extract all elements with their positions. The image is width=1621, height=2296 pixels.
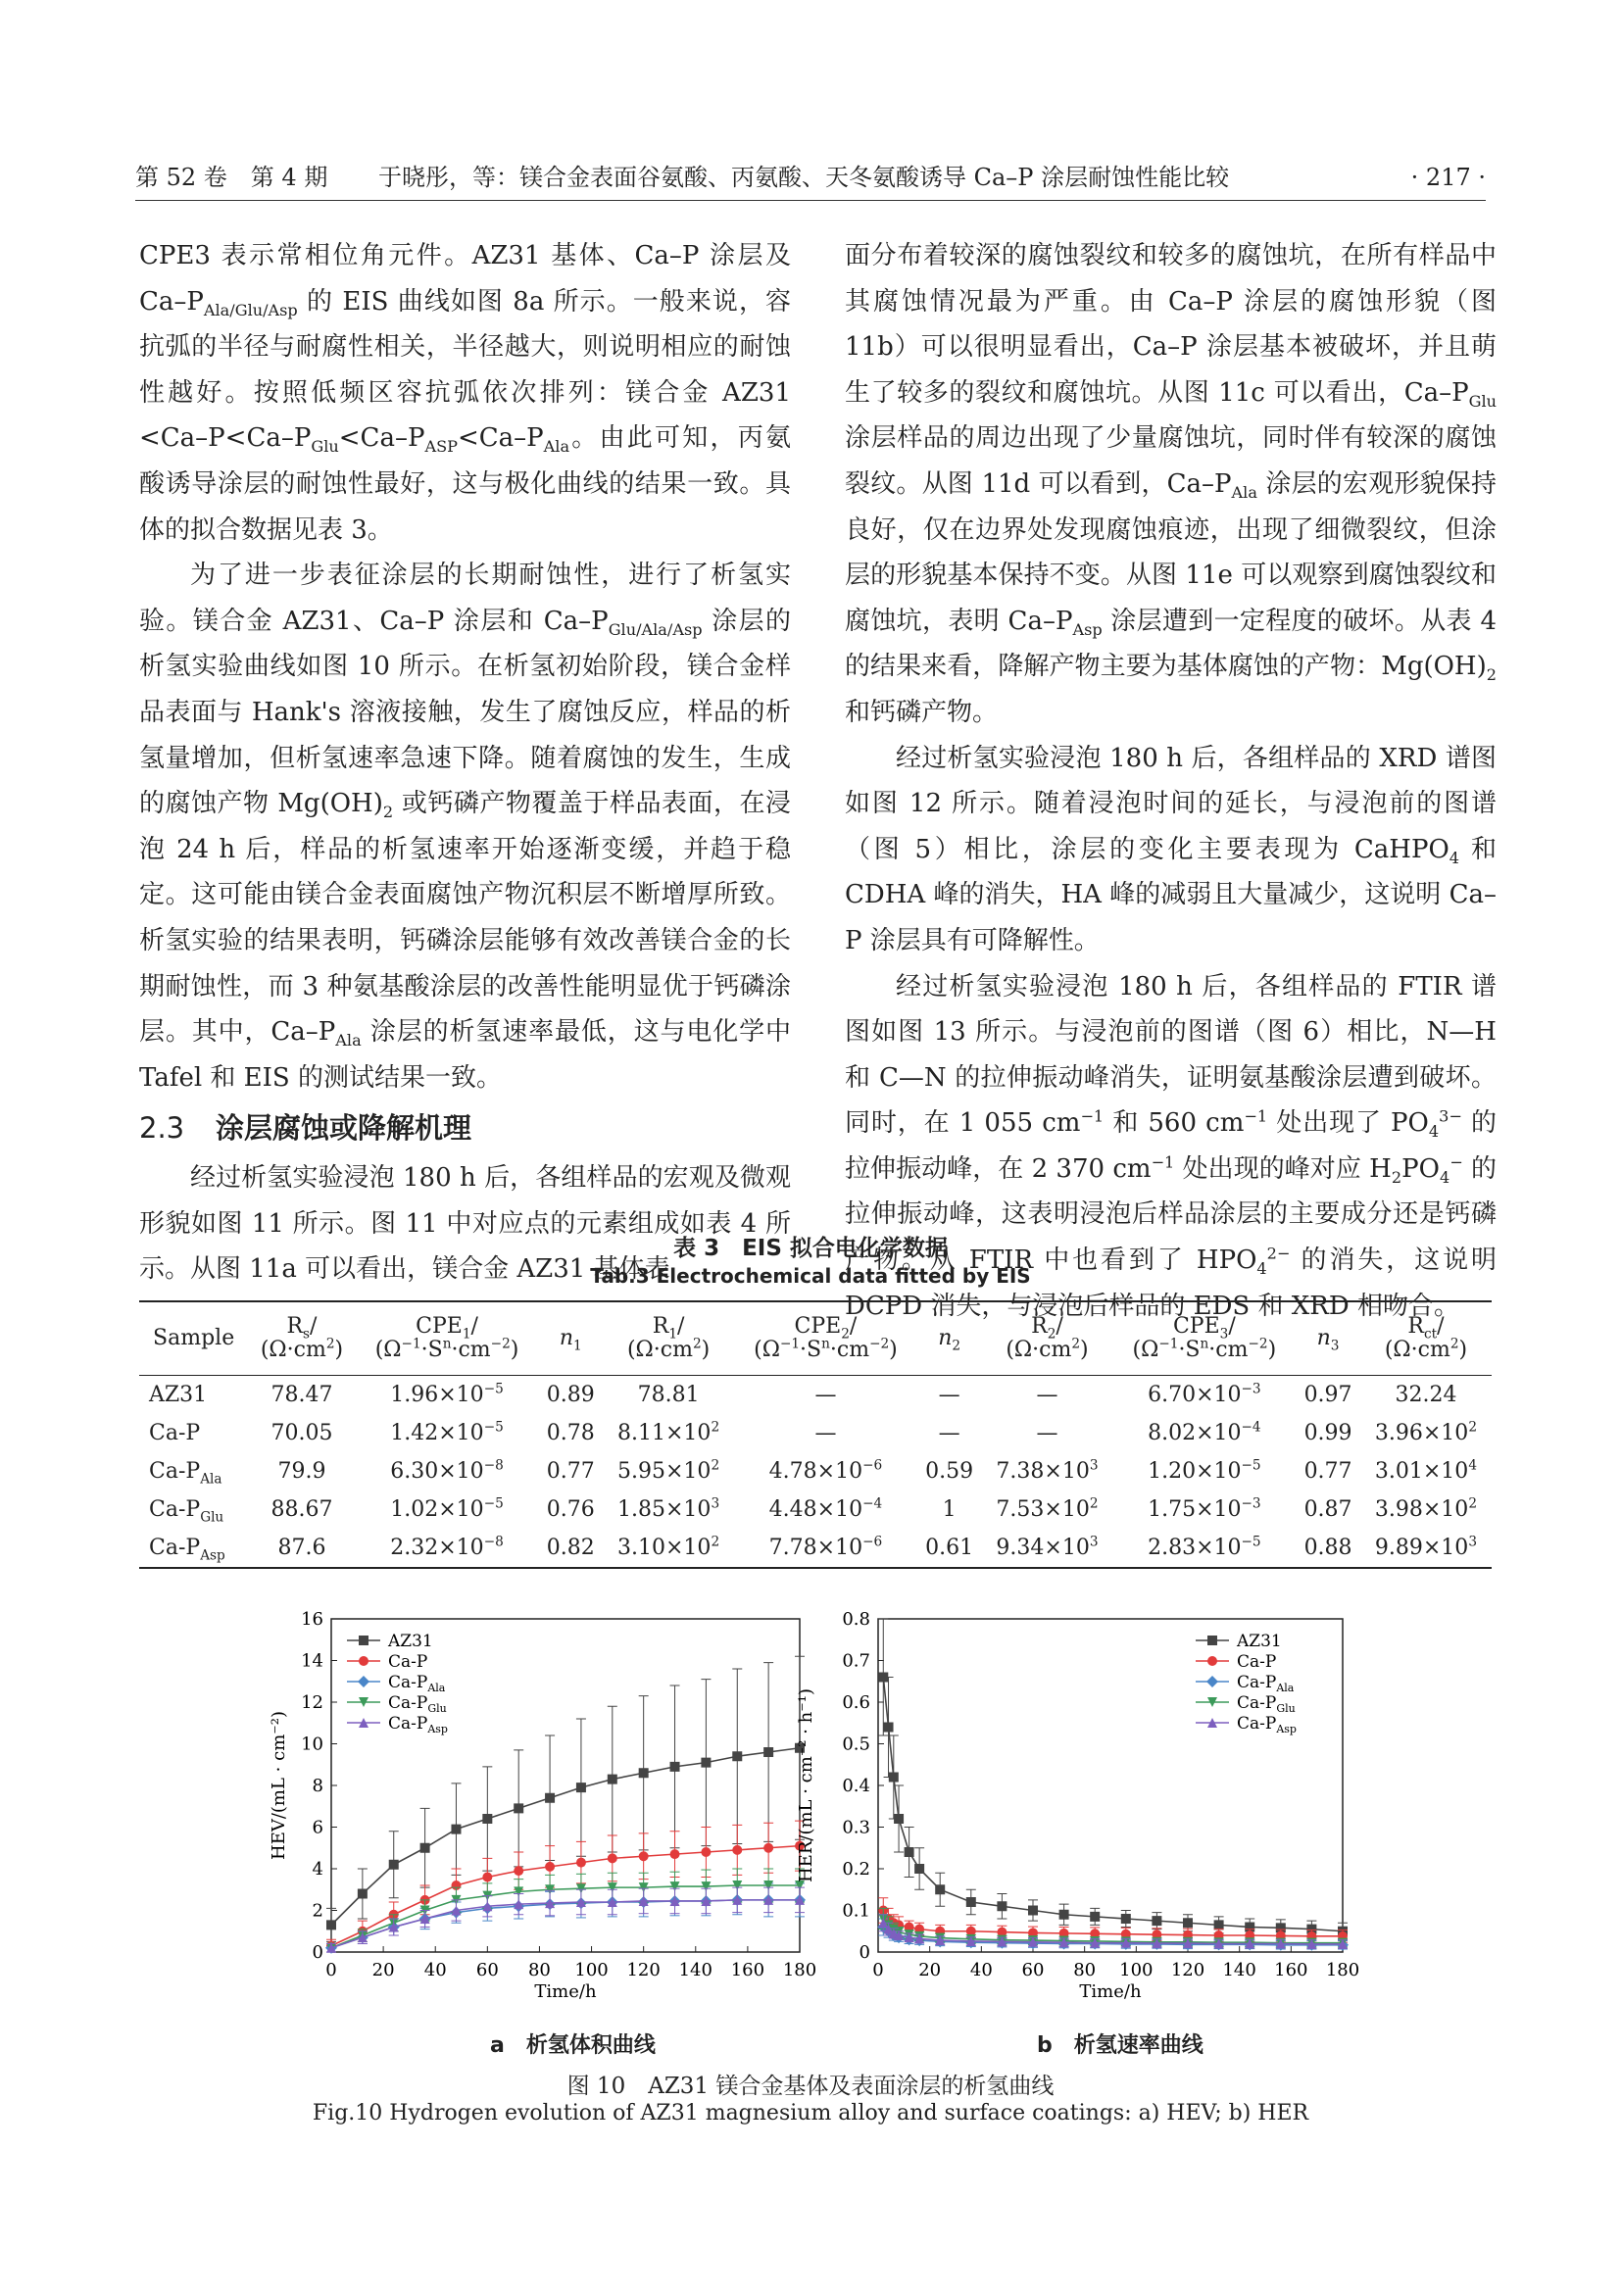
figure-caption-zh: 图 10 AZ31 镁合金基体及表面涂层的析氢曲线 [566,2074,1055,2099]
y-tick-label: 10 [301,1734,323,1755]
data-point [894,1814,904,1824]
table-row [139,1490,1492,1529]
table-cell: AZ31 [149,1383,208,1407]
table-cell: $Ca-P_{Ala}$ [149,1459,222,1488]
data-point [482,1814,492,1824]
table-cell: $1.75\times 10^{-3}$ [1148,1495,1261,1522]
y-tick-label: 0.7 [842,1650,870,1672]
data-point [389,1860,399,1870]
y-tick-label: 8 [312,1776,323,1796]
table-header-cell: $R_2/$ $(\Omega\cdot cm^2)$ [981,1301,1112,1376]
y-tick-label: 14 [301,1650,323,1672]
table-cell: 0.77 [546,1459,595,1484]
table-cell: $6.70\times 10^{-3}$ [1148,1381,1261,1407]
series-ca-p-asp [326,1887,805,1953]
legend-label: $Ca-P_{Glu}$ [1237,1693,1296,1715]
y-tick-label: 6 [312,1817,323,1838]
series-line [883,1911,1343,1936]
y-tick-label: 0.4 [842,1776,870,1796]
her-chart [794,1607,1360,2024]
table-header-cell: $n_3$ [1296,1301,1360,1376]
eis-table [139,1300,1492,1569]
data-point [1206,1676,1218,1687]
data-point [358,1889,368,1899]
data-point [670,1762,680,1772]
data-point [514,1803,523,1813]
table-row [139,1452,1492,1490]
left-column [139,233,791,1293]
x-tick-label: 180 [782,1960,817,1980]
table-cell: $2.83\times 10^{-5}$ [1112,1529,1296,1568]
x-tick-label: 20 [918,1960,942,1980]
table-cell: $1.42\times 10^{-5}$ [390,1419,504,1445]
data-point [914,1864,924,1874]
x-tick-label: 140 [1222,1960,1256,1980]
data-point [639,1768,649,1778]
x-tick-label: 100 [574,1960,609,1980]
paragraph: 经过析氢实验浸泡 180 h 后，各组样品的 FTIR 谱图如图 13 所示。与浸泡前的图谱（图 6）相比，N—H 和 C—N 的拉伸振动峰消失，证明氨基酸涂层遭到破坏。同时，在 1 055 $cm^{-1}$ 和 560 $cm^{-1}$ 处出现了 $PO_4^{3-}$ 的拉伸振动峰，在 2 370 $cm^{-1}$ 处出现的峰对应 $H_2PO_4^-$ 的拉伸振动峰，这表明浸泡后样品涂层的主要成分还是钙磷产物。从 FTIR 中也看到了 $HPO_4^{2-}$ 的消失，这说明 DCPD 消失，与浸泡后样品的 EDS 和 XRD 相吻合。 [845,971,1498,1321]
table-cell: 0.99 [1303,1421,1352,1445]
x-tick-label: 40 [969,1960,993,1980]
table-cell: — [938,1383,960,1407]
data-point [884,1723,894,1733]
data-point [1207,1636,1217,1645]
table-cell: 0.88 [1296,1529,1360,1568]
table-cell: $4.78\times 10^{-6}$ [768,1457,883,1484]
table-row [139,1529,1492,1568]
table-cell: $Ca-P_{Glu}$ [149,1497,224,1526]
data-point [420,1843,430,1853]
paragraph: 经过析氢实验浸泡 180 h 后，各组样品的宏观及微观形貌如图 11 所示。图 11 中对应点的元素组成如表 4 所示。从图 11a 可以看出，镁合金 AZ31 基体表 [139,1163,791,1285]
data-point [701,1847,711,1857]
table-cell: — [814,1421,837,1445]
table-cell: 0.59 [925,1459,974,1484]
table-cell: 0.87 [1303,1497,1352,1522]
data-point [1090,1912,1100,1922]
data-point [670,1849,680,1859]
y-tick-label: 0 [859,1942,870,1963]
table-cell: $3.10\times 10^2$ [603,1529,734,1568]
table-header-cell: $CPE_1/$ $(\Omega^{-1}\cdot S^n\cdot cm^{-2})$ [356,1301,539,1376]
table-cell: $7.78\times 10^{-6}$ [734,1529,917,1568]
table-cell: 78.47 [270,1383,333,1407]
y-tick-label: 4 [312,1859,323,1880]
section-heading [139,1100,791,1155]
x-tick-label: 60 [475,1960,499,1980]
x-tick-label: 180 [1325,1960,1360,1980]
right-column [845,233,1497,1329]
data-point [905,1847,914,1857]
table-cell: $6.30\times 10^{-8}$ [390,1457,504,1484]
table-cell: $Ca-P_{Asp}$ [139,1529,248,1568]
paragraph: 面分布着较深的腐蚀裂纹和较多的腐蚀坑，在所有样品中其腐蚀情况最为严重。由 Ca–P 涂层的腐蚀形貌（图 11b）可以很明显看出，Ca–P 涂层基本被破坏，并且萌生了较多的裂纹和腐蚀坑。从图 11c 可以看出，$Ca-P_{Glu}$ 涂层样品的周边出现了少量腐蚀坑，同时伴有较深的腐蚀裂纹。从图 11d 可以看到，$Ca-P_{Ala}$ 涂层的宏观形貌保持良好，仅在边界处发现腐蚀痕迹，出现了细微裂纹，但涂层的形貌基本保持不变。从图 11e 可以观察到腐蚀裂纹和腐蚀坑，表明 $Ca-P_{Asp}$ 涂层遭到一定程度的破坏。从表 4 的结果来看，降解产物主要为基体腐蚀的产物：$Mg(OH)_2$ 和钙磷产物。 [845,241,1497,727]
data-point [359,1636,368,1645]
x-tick-label: 80 [527,1960,551,1980]
data-point [935,1884,945,1894]
data-point [763,1843,773,1853]
section-number: 2.3 [139,1111,185,1146]
subcaption-a: a 析氢体积曲线 [490,2033,656,2058]
data-point [608,1775,617,1784]
table-cell: 88.67 [270,1497,333,1522]
x-tick-label: 0 [872,1960,884,1980]
series-line [331,1900,800,1948]
figure-10b [794,1607,1360,2027]
table-header-cell: $n_1$ [538,1301,603,1376]
table-cell: 78.81 [637,1383,700,1407]
table-caption-zh: 表 3 EIS 拟合电化学数据 [673,1236,948,1261]
y-tick-label: 16 [301,1609,323,1630]
y-tick-label: 0.8 [842,1609,870,1630]
table-cell: $9.89\times 10^3$ [1360,1529,1492,1568]
data-point [732,1751,742,1761]
data-point [482,1873,492,1882]
table-row [139,1414,1492,1452]
x-tick-label: 0 [325,1960,337,1980]
running-header [135,157,1486,196]
x-tick-label: 80 [1073,1960,1097,1980]
table-cell: 0.77 [1303,1459,1352,1484]
data-point [701,1758,711,1768]
table-cell: 79.9 [277,1459,326,1484]
y-tick-label: 0 [312,1942,323,1963]
table-cell: $1.96\times 10^{-5}$ [390,1381,504,1407]
y-tick-label: 0.2 [842,1859,870,1880]
y-axis-label: HER/(mL · cm⁻² · h⁻¹) [796,1687,816,1883]
table-header-cell: $CPE_3/$ $(\Omega^{-1}\cdot S^n\cdot cm^{-2})$ [1112,1301,1296,1376]
table-cell: $4.48\times 10^{-4}$ [768,1495,883,1522]
legend-label: $Ca-P_{Asp}$ [1237,1714,1297,1735]
table-header-cell: Sample [139,1301,248,1376]
y-axis-label: HEV/(mL · cm⁻²) [269,1711,289,1860]
data-point [966,1897,976,1907]
table-header-cell: $R_1/$ $(\Omega\cdot cm^2)$ [603,1301,734,1376]
x-tick-label: 100 [1119,1960,1154,1980]
x-tick-label: 120 [626,1960,661,1980]
data-point [763,1747,773,1757]
series-line [331,1900,800,1948]
table-header-cell: $R_s/$ $(\Omega\cdot cm^2)$ [248,1301,355,1376]
y-tick-label: 0.3 [842,1817,870,1838]
table-cell: — [938,1421,960,1445]
figure-caption-en: Fig.10 Hydrogen evolution of AZ31 magnesium alloy and surface coatings: a) HEV; b) HER [312,2101,1309,2125]
table-cell: 0.82 [538,1529,603,1568]
table-cell: — [814,1383,837,1407]
figure-10a [267,1607,825,2027]
table-cell: $8.02\times 10^{-4}$ [1148,1419,1261,1445]
table-cell: 0.76 [546,1497,595,1522]
x-tick-label: 60 [1021,1960,1045,1980]
table-cell: 0.78 [546,1421,595,1445]
data-point [1214,1920,1224,1930]
x-axis-label: Time/h [534,1981,597,2002]
legend [1196,1632,1297,1735]
series-az31 [878,1619,1348,1939]
series-ca-p [326,1821,805,1952]
series-line [331,1885,800,1948]
table-cell: Ca-P [149,1421,201,1445]
subcaption-b: b 析氢速率曲线 [1037,2033,1203,2058]
table-cell: $3.98\times 10^2$ [1374,1495,1477,1522]
table-cell: $3.96\times 10^2$ [1374,1419,1477,1445]
y-tick-label: 12 [301,1692,323,1713]
data-point [608,1853,617,1863]
data-point [889,1773,899,1783]
table-cell: $5.95\times 10^2$ [617,1457,720,1484]
legend-label: $Ca-P_{Ala}$ [388,1673,446,1694]
series-ca-p [878,1898,1348,1942]
x-tick-label: 140 [678,1960,712,1980]
x-tick-label: 160 [1274,1960,1308,1980]
legend-label: Ca-P [1237,1652,1277,1672]
data-point [1059,1910,1069,1920]
legend-label: Ca-P [388,1652,428,1672]
data-point [576,1783,586,1792]
hev-chart [267,1607,825,2024]
y-tick-label: 0.6 [842,1692,870,1713]
table-cell: $2.32\times 10^{-8}$ [356,1529,539,1568]
x-tick-label: 120 [1170,1960,1205,1980]
data-point [1207,1656,1217,1666]
table-cell: 32.24 [1395,1383,1457,1407]
table-cell: $1.20\times 10^{-5}$ [1148,1457,1261,1484]
table-cell: 70.05 [270,1421,333,1445]
table-cell: 0.89 [546,1383,595,1407]
table-cell: $8.11\times 10^2$ [617,1419,720,1445]
data-point [359,1656,368,1666]
table-cell: $9.34\times 10^3$ [981,1529,1112,1568]
table-header-cell: $n_2$ [917,1301,982,1376]
data-point [1121,1914,1131,1924]
table-cell: $3.01\times 10^4$ [1374,1457,1477,1484]
table-cell: $7.53\times 10^2$ [996,1495,1099,1522]
header-page-number: · 217 · [1410,164,1486,191]
paragraph: 为了进一步表征涂层的长期耐蚀性，进行了析氢实验。镁合金 AZ31、Ca–P 涂层和 $Ca-P_{Glu/Ala/Asp}$ 涂层的析氢实验曲线如图 10 所示。在析氢初始阶段，镁合金样品表面与 Hank's 溶液接触，发生了腐蚀反应，样品的析氢量增加，但析氢速率急速下降。随着腐蚀的发生，生成的腐蚀产物 $Mg(OH)_2$ 或钙磷产物覆盖于样品表面，在浸泡 24 h 后，样品的析氢速率开始逐渐变缓，并趋于稳定。这可能由镁合金表面腐蚀产物沉积层不断增厚所致。析氢实验的结果表明，钙磷涂层能够有效改善镁合金的长期耐蚀性，而 3 种氨基酸涂层的改善性能明显优于钙磷涂层。其中，$Ca-P_{Ala}$ 涂层的析氢速率最低，这与电化学中 Tafel 和 EIS 的测试结果一致。 [139,561,792,1093]
table-cell: 0.61 [917,1529,982,1568]
series-line [331,1748,800,1926]
data-point [1152,1916,1161,1926]
header-title: 于晓彤，等：镁合金表面谷氨酸、丙氨酸、天冬氨酸诱导 Ca–P 涂层耐蚀性能比较 [378,164,1230,191]
data-point [514,1866,523,1876]
paragraph: CPE3 表示常相位角元件。AZ31 基体、Ca–P 涂层及 $Ca-P_{Ala/Glu/Asp}$ 的 EIS 曲线如图 8a 所示。一般来说，容抗弧的半径与耐腐性相关，半径越大，则说明相应的耐蚀性越好。按照低频区容抗弧依次排列：镁合金 $AZ31 <Ca-P<Ca-P_{Glu}<Ca-P_{ASP}<Ca-P_{Ala}$。由此可知，丙氨酸诱导涂层的耐蚀性最好，这与极化曲线的结果一致。具体的拟合数据见表 3。 [139,241,791,545]
legend-label: $Ca-P_{Ala}$ [1237,1673,1295,1694]
table-header-cell: $R_{ct}/$ $(\Omega\cdot cm^2)$ [1360,1301,1492,1376]
data-point [576,1858,586,1868]
header-rule [135,200,1486,201]
series-ca-p-glu [326,1869,805,1953]
table-caption-en: Tab.3 Electrochemical data fitted by EIS [590,1264,1031,1288]
y-tick-label: 0.1 [842,1900,870,1922]
x-axis-label: Time/h [1079,1981,1142,2002]
legend-label: AZ31 [388,1632,433,1651]
table-cell: $7.38\times 10^3$ [996,1457,1099,1484]
legend [347,1632,448,1735]
table-row [139,1376,1492,1415]
data-point [358,1676,369,1687]
table-cell: $1.85\times 10^3$ [617,1495,720,1522]
data-point [326,1920,336,1930]
table-cell: $1.02\times 10^{-5}$ [390,1495,504,1522]
legend-label: $Ca-P_{Asp}$ [388,1714,448,1735]
table-header-cell: $CPE_2/$ $(\Omega^{-1}\cdot S^n\cdot cm^{-2})$ [734,1301,917,1376]
data-point [545,1793,555,1803]
table-cell: 87.6 [248,1529,355,1568]
table-cell: — [1036,1383,1058,1407]
x-tick-label: 40 [423,1960,447,1980]
data-point [1028,1906,1038,1916]
table-cell: 0.97 [1303,1383,1352,1407]
header-volume: 第 52 卷 第 4 期 [135,164,328,191]
table-cell: 1 [942,1497,957,1522]
legend-label: $Ca-P_{Glu}$ [388,1693,447,1715]
data-point [639,1851,649,1861]
table-cell: — [1036,1421,1058,1445]
x-tick-label: 20 [371,1960,395,1980]
data-point [451,1825,461,1834]
table-header-row [139,1301,1492,1376]
section-title: 涂层腐蚀或降解机理 [216,1111,472,1146]
legend-label: AZ31 [1237,1632,1282,1651]
y-tick-label: 2 [312,1900,323,1922]
y-tick-label: 0.5 [842,1734,870,1755]
data-point [545,1862,555,1872]
table-body [139,1376,1492,1569]
data-point [997,1901,1007,1911]
paragraph: 经过析氢实验浸泡 180 h 后，各组样品的 XRD 谱图如图 12 所示。随着浸泡时间的延长，与浸泡前的图谱（图 5）相比，涂层的变化主要表现为 CaHPO$_4$ 和 CDHA 峰的消失，HA 峰的减弱且大量减少，这说明 Ca–P 涂层具有可降解性。 [845,743,1498,955]
x-tick-label: 160 [730,1960,765,1980]
data-point [1183,1918,1193,1928]
data-point [732,1845,742,1855]
